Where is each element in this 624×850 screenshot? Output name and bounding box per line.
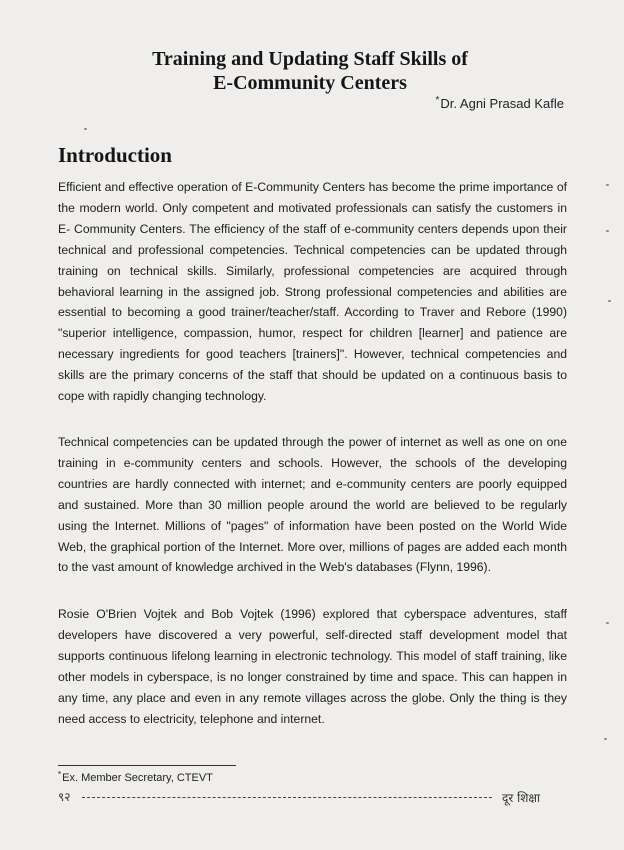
- article-title-line-1: Training and Updating Staff Skills of: [152, 48, 468, 70]
- scan-speck: [606, 230, 609, 232]
- author-name: Dr. Agni Prasad Kafle: [440, 96, 564, 111]
- scan-speck: [84, 128, 87, 130]
- journal-name: दूर शिक्षा: [502, 791, 541, 805]
- footnote: [58, 772, 213, 784]
- paragraph-3: Rosie O'Brien Vojtek and Bob Vojtek (1996) explored that cyberspace adventures, staff developers have discovered a very powerful, self-directed staff development model that supports continuous lifelong learning in electronic technology. This model of staff training, like other models in cyberspace, is no longer constrained by time and space. This can happen in any time, any place and even in any remote villages across the globe. Only the thing is they need access to electricity, telephone and internet.: [58, 607, 567, 726]
- page-number: ९२: [58, 790, 71, 804]
- scan-speck: [606, 622, 609, 624]
- scan-speck: [606, 184, 609, 186]
- footnote-mark: *: [58, 770, 62, 779]
- article-title-line-2: E-Community Centers: [213, 72, 407, 94]
- section-heading: Introduction: [58, 143, 172, 167]
- paragraph-2: Technical competencies can be updated through the power of internet as well as one on one training in e-community centers and schools. However, the schools of the developing countries are hardly connected with internet; and e-community centers are poorly equipped and sustained. More than 30 million people around the world are believed to be regularly using the Internet. Millions of "pages" of information have been posted on the World Wide Web, the graphical portion of the Internet. More over, millions of pages are added each month to the vast amount of knowledge archived in the Web's databases (Flynn, 1996).: [58, 435, 567, 575]
- author-footnote-mark: *: [435, 95, 440, 106]
- scan-speck: [608, 300, 611, 302]
- footer-divider: [82, 797, 492, 798]
- author-byline: [436, 96, 564, 111]
- footnote-divider: [58, 765, 236, 766]
- paragraph-1: Efficient and effective operation of E-Community Centers has become the prime importance of the modern world. Only competent and motivated professionals can satisfy the customers in E- Community Centers. The efficiency of the staff of e-community centers depends upon their technical and professional competencies. Technical competencies can be updated through training on technical skills. Similarly, professional competencies are acquired through behavioral learning in the assigned job. Strong professional competencies and abilities are essential to becoming a good trainer/teacher/staff. According to Traver and Rebore (1990) "superior intelligence, compassion, humor, respect for children [learner] and patience are necessary ingredients for good teachers [trainers]". However, technical competencies and skills are the primary concerns of the staff that should be updated on a continuous basis to cope with rapidly changing technology.: [58, 180, 567, 404]
- footnote-text: Ex. Member Secretary, CTEVT: [62, 772, 213, 784]
- scan-speck: [604, 738, 607, 740]
